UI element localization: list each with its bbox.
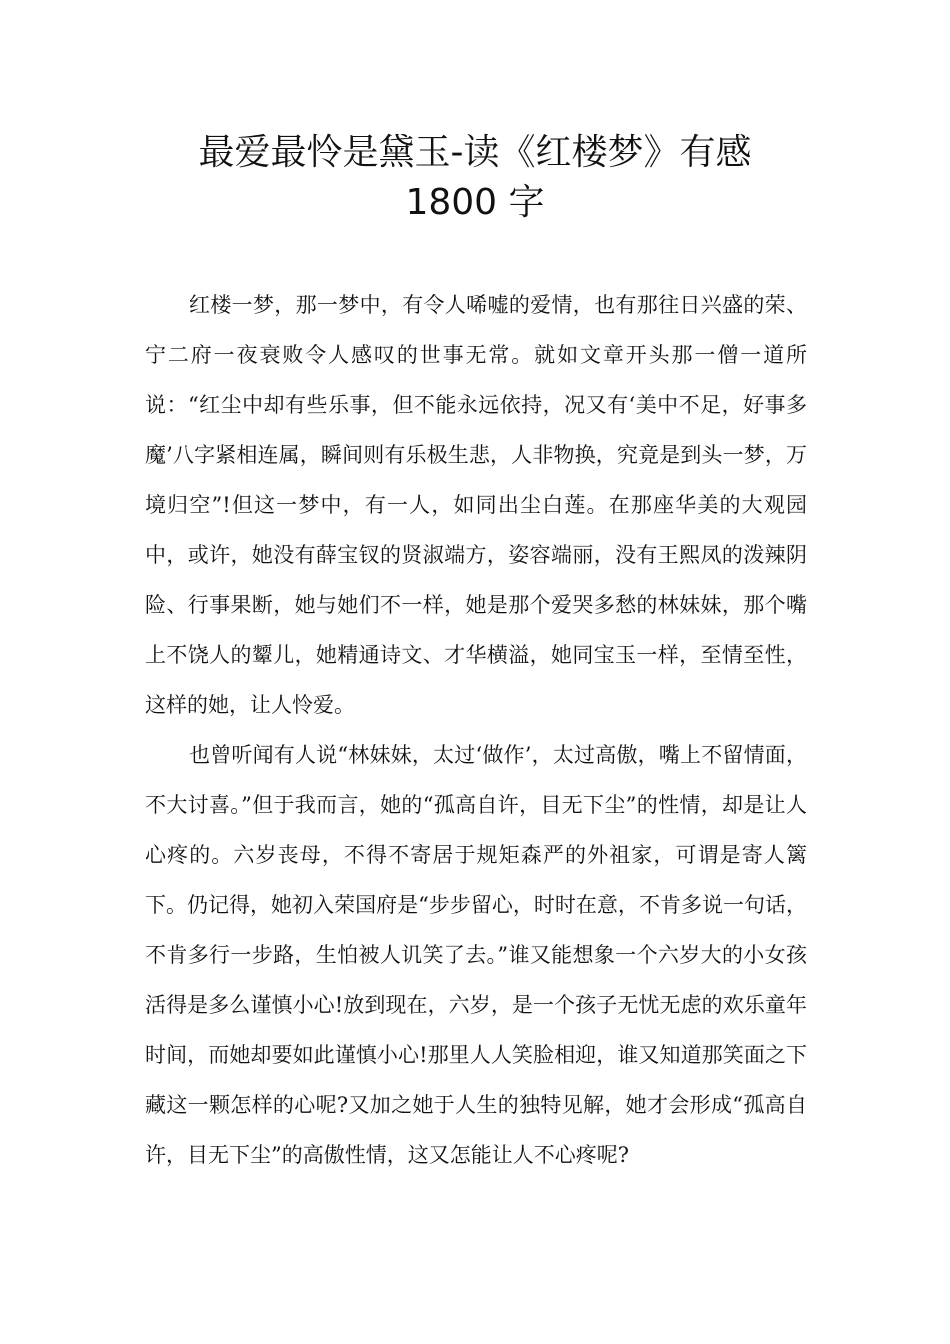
paragraph-1: 红楼一梦，那一梦中，有令人唏嘘的爱情，也有那往日兴盛的荣、宁二府一夜衰败令人感叹的世事无常。就如文章开头那一僧一道所说：“红尘中却有些乐事，但不能永远依持，况又有‘美中不足，好事多魔’八字紧相连属，瞬间则有乐极生悲，人非物换，究竟是到头一梦，万境归空”!但这一梦中，有一人，如同出尘白莲。在那座华美的大观园中，或许，她没有薛宝钗的贤淑端方，姿容端丽，没有王熙凤的泼辣阴险、行事果断，她与她们不一样，她是那个爱哭多愁的林妹妹，那个嘴上不饶人的颦儿，她精通诗文、才华横溢，她同宝玉一样，至情至性，这样的她，让人怜爱。 xyxy=(145,293,807,717)
title-line-1: 最爱最怜是黛玉-读《红楼梦》有感 xyxy=(198,132,752,173)
document-title xyxy=(0,128,950,228)
title-line-2: 1800 字 xyxy=(405,182,545,223)
paragraph-2: 也曾听闻有人说“林妹妹，太过‘做作’，太过高傲，嘴上不留情面，不大讨喜。”但于我而言，她的“孤高自许，目无下尘”的性情，却是让人心疼的。六岁丧母，不得不寄居于规矩森严的外祖家，可谓是寄人篱下。仍记得，她初入荣国府是“步步留心，时时在意，不肯多说一句话，不肯多行一步路，生怕被人讥笑了去。”谁又能想象一个六岁大的小女孩活得是多么谨慎小心!放到现在，六岁，是一个孩子无忧无虑的欢乐童年时间，而她却要如此谨慎小心!那里人人笑脸相迎，谁又知道那笑面之下藏这一颗怎样的心呢?又加之她于人生的独特见解，她才会形成“孤高自许，目无下尘”的高傲性情，这又怎能让人不心疼呢? xyxy=(145,743,807,1167)
document-body xyxy=(145,280,807,1180)
